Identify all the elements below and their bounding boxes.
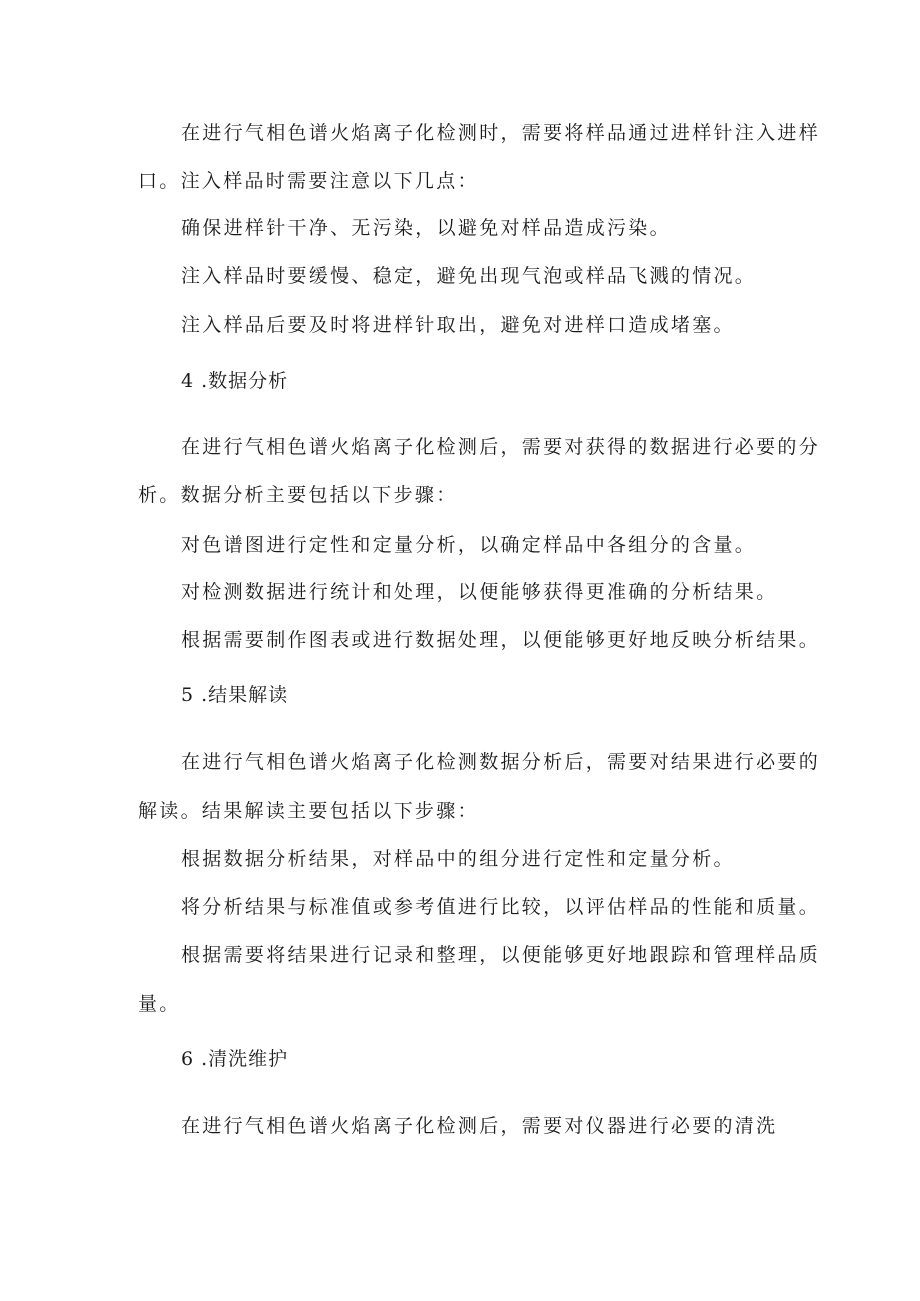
section-4-heading: 4 .数据分析 bbox=[181, 370, 289, 392]
section-6-intro-line-1: 在进行气相色谱火焰离子化检测后，需要对仪器进行必要的清洗 bbox=[181, 1115, 778, 1137]
section-5-point-2: 将分析结果与标准值或参考值进行比较，以评估样品的性能和质量。 bbox=[181, 896, 821, 918]
section-5-intro-line-1: 在进行气相色谱火焰离子化检测数据分析后，需要对结果进行必要的 bbox=[181, 751, 821, 773]
injection-intro-line-2: 口。注入样品时需要注意以下几点： bbox=[138, 170, 479, 192]
injection-point-1: 确保进样针干净、无污染，以避免对样品造成污染。 bbox=[181, 217, 671, 239]
section-4-intro-line-1: 在进行气相色谱火焰离子化检测后，需要对获得的数据进行必要的分 bbox=[181, 436, 821, 458]
section-5-point-3-line-1: 根据需要将结果进行记录和整理，以便能够更好地跟踪和管理样品质 bbox=[181, 944, 821, 966]
section-6-heading: 6 .清洗维护 bbox=[181, 1048, 289, 1070]
section-5-intro-line-2: 解读。结果解读主要包括以下步骤： bbox=[138, 800, 479, 822]
injection-point-3: 注入样品后要及时将进样针取出，避免对进样口造成堵塞。 bbox=[181, 314, 735, 336]
injection-point-2: 注入样品时要缓慢、稳定，避免出现气泡或样品飞溅的情况。 bbox=[181, 265, 757, 287]
section-4-intro-line-2: 析。数据分析主要包括以下步骤： bbox=[138, 484, 458, 506]
section-4-point-1: 对色谱图进行定性和定量分析，以确定样品中各组分的含量。 bbox=[181, 534, 757, 556]
section-5-point-3-line-2: 量。 bbox=[138, 993, 181, 1015]
section-4-point-2: 对检测数据进行统计和处理，以便能够获得更准确的分析结果。 bbox=[181, 581, 778, 603]
injection-intro-line-1: 在进行气相色谱火焰离子化检测时，需要将样品通过进样针注入进样 bbox=[181, 122, 821, 144]
section-4-point-3: 根据需要制作图表或进行数据处理，以便能够更好地反映分析结果。 bbox=[181, 629, 821, 651]
section-5-point-1: 根据数据分析结果，对样品中的组分进行定性和定量分析。 bbox=[181, 848, 735, 870]
section-5-heading: 5 .结果解读 bbox=[181, 684, 289, 706]
